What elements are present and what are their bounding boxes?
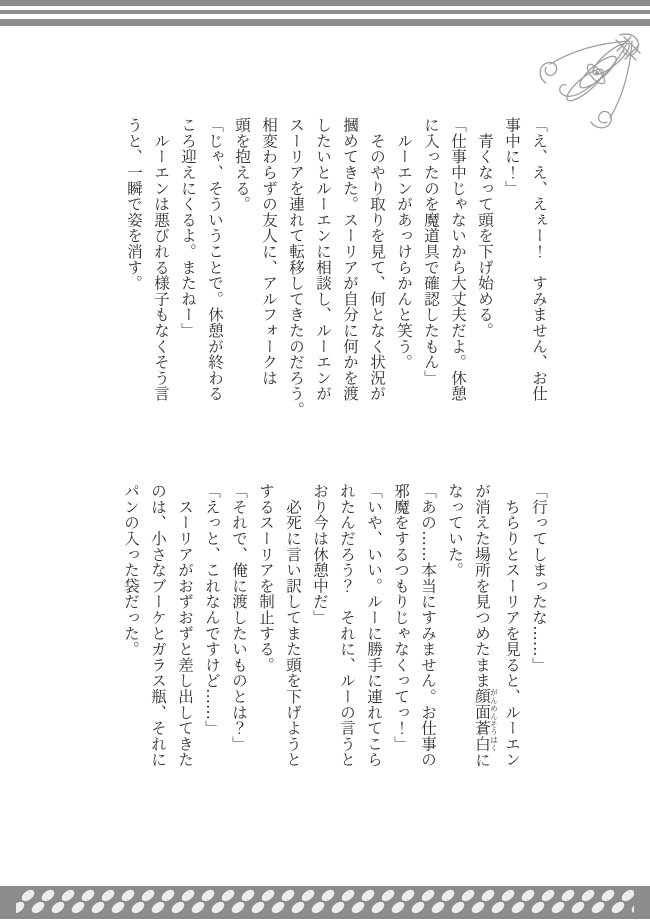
text-line: に入ったのを魔道具で確認したもん」 (422, 117, 440, 386)
text-line: ころ迎えにくるよ。またねー」 (179, 117, 197, 339)
text-line: のは、小さなブーケとガラス瓶、それに (149, 483, 167, 768)
text-line: おり今は休憩中だ」 (311, 483, 329, 626)
text-line: 「じゃ、そういうことで。休憩が終わる (206, 117, 224, 402)
text-line: 青くなって頭を下げ始める。 (476, 117, 494, 339)
text-line: れたんだろう？ それに、ルーの言うと (338, 483, 356, 768)
text-line: 「え、え、えぇー！ すみません、お仕 (530, 117, 548, 402)
top-rule-thin (0, 10, 650, 14)
text-line: 必死に言い訳してまた頭を下げようと (284, 483, 302, 768)
text-line: パンの入った袋だった。 (122, 483, 140, 657)
text-line: ルーエンは悪びれる様子もなくそう言 (152, 117, 170, 402)
text-line: 摑めてきた。スーリアが自分に何かを渡 (341, 117, 359, 402)
text-line: 邪魔をするつもりじゃなくってっ！」 (392, 483, 410, 752)
text-line: スーリアを連れて転移してきたのだろう。 (287, 117, 305, 418)
text-line: ルーエンがあっけらかんと笑う。 (395, 117, 413, 370)
leaf-pattern (16, 886, 634, 919)
text-line: 「いや、いい。ルーに勝手に連れてこら (365, 483, 383, 768)
text-line: 「それで、俺に渡したいものとは？」 (230, 483, 248, 752)
text-tier-lower (117, 483, 552, 785)
text-line: するスーリアを制止する。 (257, 483, 275, 673)
text-line: 「行ってしまったな……」 (530, 483, 548, 673)
top-rule-thick-1 (0, 0, 650, 6)
text-line: が消えた場所を見つめたまま顔がん面めん蒼そう白はくに (473, 483, 499, 768)
text-line: 「仕事中じゃないから大丈夫だよ。休憩 (449, 117, 467, 402)
bottom-border-leaf-band (0, 886, 650, 919)
top-border-rules (0, 0, 650, 26)
ruby-annotated-word: 白はく (473, 735, 499, 752)
ruby-annotated-word: 面めん (473, 704, 499, 721)
text-line: そのやり取りを見て、何となく状況が (368, 117, 386, 402)
text-line: ちらりとスーリアを見ると、ルーエン (503, 483, 521, 768)
text-line: したいとルーエンに相談し、ルーエンが (314, 117, 332, 402)
text-line: 「あの……本当にすみません。お仕事の (419, 483, 437, 768)
text-line: なっていた。 (446, 483, 464, 578)
text-line: うと、一瞬で姿を消す。 (125, 117, 143, 291)
text-line: スーリアがおずおずと差し出してきた (176, 483, 194, 768)
text-tier-upper (120, 117, 552, 419)
text-line: 事中に！」 (503, 117, 521, 196)
top-rule-thick-2 (0, 19, 650, 26)
ruby-annotated-word: 顔がん (473, 688, 499, 705)
text-line: 「えっと、これなんですけど……」 (203, 483, 221, 736)
text-line: 頭を抱える。 (233, 117, 251, 212)
ruby-annotated-word: 蒼そう (473, 720, 499, 736)
text-line: 相変わらずの友人に、アルフォークは (260, 117, 278, 386)
